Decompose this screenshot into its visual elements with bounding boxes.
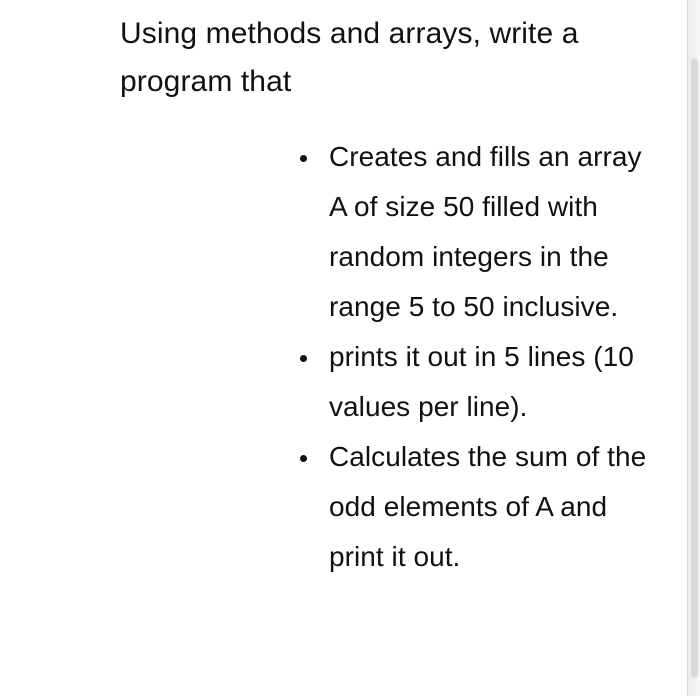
list-item (292, 432, 652, 582)
requirements-list (292, 132, 652, 582)
requirement-print-lines: prints it out in 5 lines (10 values per line). (329, 341, 634, 422)
requirement-create-array: Creates and fills an array A of size 50 filled with random integers in the range 5 to 50 inclusive. (329, 141, 642, 322)
scrollbar-thumb[interactable] (691, 58, 698, 678)
vertical-scrollbar[interactable] (687, 0, 700, 696)
bullet-icon (300, 155, 307, 162)
question-intro: Using methods and arrays, write a program that (120, 17, 579, 98)
bullet-icon (300, 355, 307, 362)
list-item (292, 132, 652, 332)
bullet-icon (300, 455, 307, 462)
list-item (292, 332, 652, 432)
requirement-sum-odd: Calculates the sum of the odd elements of A and print it out. (329, 441, 647, 572)
